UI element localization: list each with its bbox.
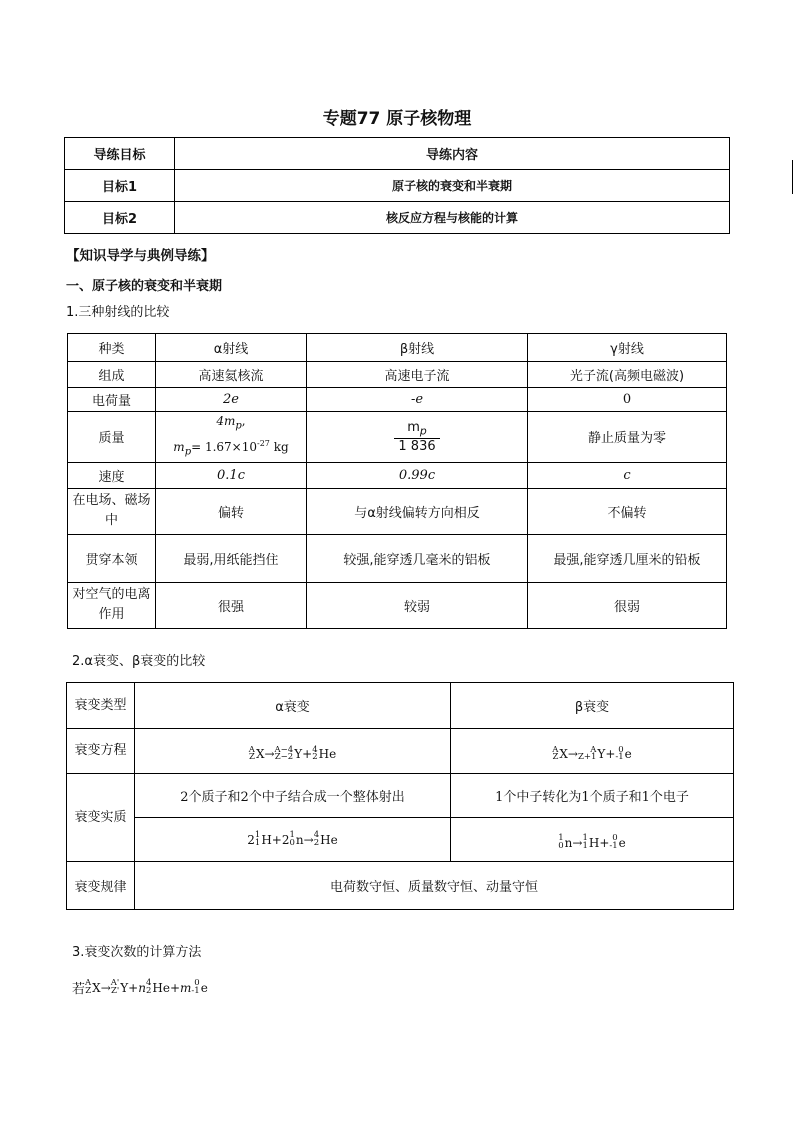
beta-equation-formula: A Z X→ A Z+1 Y+ 0 -1 e [552, 744, 632, 762]
decay-rule: 电荷数守恒、质量数守恒、动量守恒 [135, 862, 734, 910]
row-label: 在电场、磁场中 [68, 488, 156, 534]
beta-essence-formula: 1 0 n→ 1 1 H+ 0 -1 e [558, 833, 626, 851]
alpha-speed: 0.1c [156, 462, 307, 488]
decay-essence-label: 衰变实质 [67, 774, 135, 862]
decay-header-alpha: α衰变 [135, 683, 451, 729]
decay-header-type: 衰变类型 [67, 683, 135, 729]
goal-2-content: 核反应方程与核能的计算 [175, 202, 730, 234]
alpha-field: 偏转 [156, 488, 307, 534]
decay-header-beta: β衰变 [451, 683, 734, 729]
gamma-charge: 0 [528, 388, 727, 412]
gamma-composition: 光子流(高频电磁波) [528, 362, 727, 388]
rays-header-gamma: γ射线 [528, 334, 727, 362]
item-decay-count: 3.衰变次数的计算方法 [72, 945, 202, 960]
decay-count-formula: 若 A Z X→ A' Z' Y+ n 4 2 He+ m 0 -1 e [72, 978, 208, 997]
rays-header-kind: 种类 [68, 334, 156, 362]
alpha-essence: 2个质子和2个中子结合成一个整体射出 [135, 774, 451, 818]
alpha-charge: 2e [156, 388, 307, 412]
beta-mass-fraction: $\frac{m_p}{1 836}$ [394, 420, 439, 454]
beta-composition: 高速电子流 [307, 362, 528, 388]
alpha-ionization: 很强 [156, 582, 307, 628]
row-label: 贯穿本领 [68, 534, 156, 582]
gamma-penetration: 最强,能穿透几厘米的铅板 [528, 534, 727, 582]
alpha-decay-equation [135, 729, 451, 774]
goals-header-target: 导练目标 [65, 138, 175, 170]
row-label: 对空气的电离作用 [68, 582, 156, 628]
beta-ionization: 较弱 [307, 582, 528, 628]
alpha-equation-formula: A Z X→ A−4 Z−2 Y+ 4 2 He [248, 744, 337, 762]
goal-1-label: 目标1 [65, 170, 175, 202]
gamma-mass: 静止质量为零 [528, 412, 727, 463]
item-three-rays: 1.三种射线的比较 [66, 305, 170, 320]
beta-essence-equation [451, 818, 734, 862]
row-label: 电荷量 [68, 388, 156, 412]
beta-charge: -e [307, 388, 528, 412]
rays-table [67, 333, 727, 629]
beta-field: 与α射线偏转方向相反 [307, 488, 528, 534]
beta-essence: 1个中子转化为1个质子和1个电子 [451, 774, 734, 818]
row-label: 速度 [68, 462, 156, 488]
gamma-speed: c [528, 462, 727, 488]
beta-mass [307, 412, 528, 463]
subsection-decay-halflife: 一、原子核的衰变和半衰期 [66, 279, 223, 294]
decay-rule-label: 衰变规律 [67, 862, 135, 910]
alpha-essence-equation [135, 818, 451, 862]
section-label: 【知识导学与典例导练】 [66, 248, 215, 264]
beta-decay-equation [451, 729, 734, 774]
alpha-mass-line1: 4m [216, 414, 236, 428]
beta-penetration: 较强,能穿透几毫米的铝板 [307, 534, 528, 582]
item-decay-compare: 2.α衰变、β衰变的比较 [72, 654, 206, 669]
alpha-composition: 高速氦核流 [156, 362, 307, 388]
goal-1-content: 原子核的衰变和半衰期 [175, 170, 730, 202]
goals-header-content: 导练内容 [175, 138, 730, 170]
margin-mark [792, 160, 793, 194]
alpha-essence-formula: 2 1 1 H+2 1 0 n→ 4 2 He [247, 830, 338, 848]
beta-speed: 0.99c [307, 462, 528, 488]
decay-eq-label: 衰变方程 [67, 729, 135, 774]
goal-2-label: 目标2 [65, 202, 175, 234]
row-label: 组成 [68, 362, 156, 388]
rays-header-beta: β射线 [307, 334, 528, 362]
page-title: 专题77 原子核物理 [322, 109, 472, 129]
alpha-mass-line2: m [173, 440, 185, 455]
gamma-ionization: 很弱 [528, 582, 727, 628]
rays-header-alpha: α射线 [156, 334, 307, 362]
goals-table [64, 137, 730, 234]
decay-table [66, 682, 734, 910]
row-label: 质量 [68, 412, 156, 463]
alpha-mass: $4m_p$, $m_p= 1.67\times 10^{-27}$ kg [156, 412, 307, 463]
alpha-penetration: 最弱,用纸能挡住 [156, 534, 307, 582]
gamma-field: 不偏转 [528, 488, 727, 534]
